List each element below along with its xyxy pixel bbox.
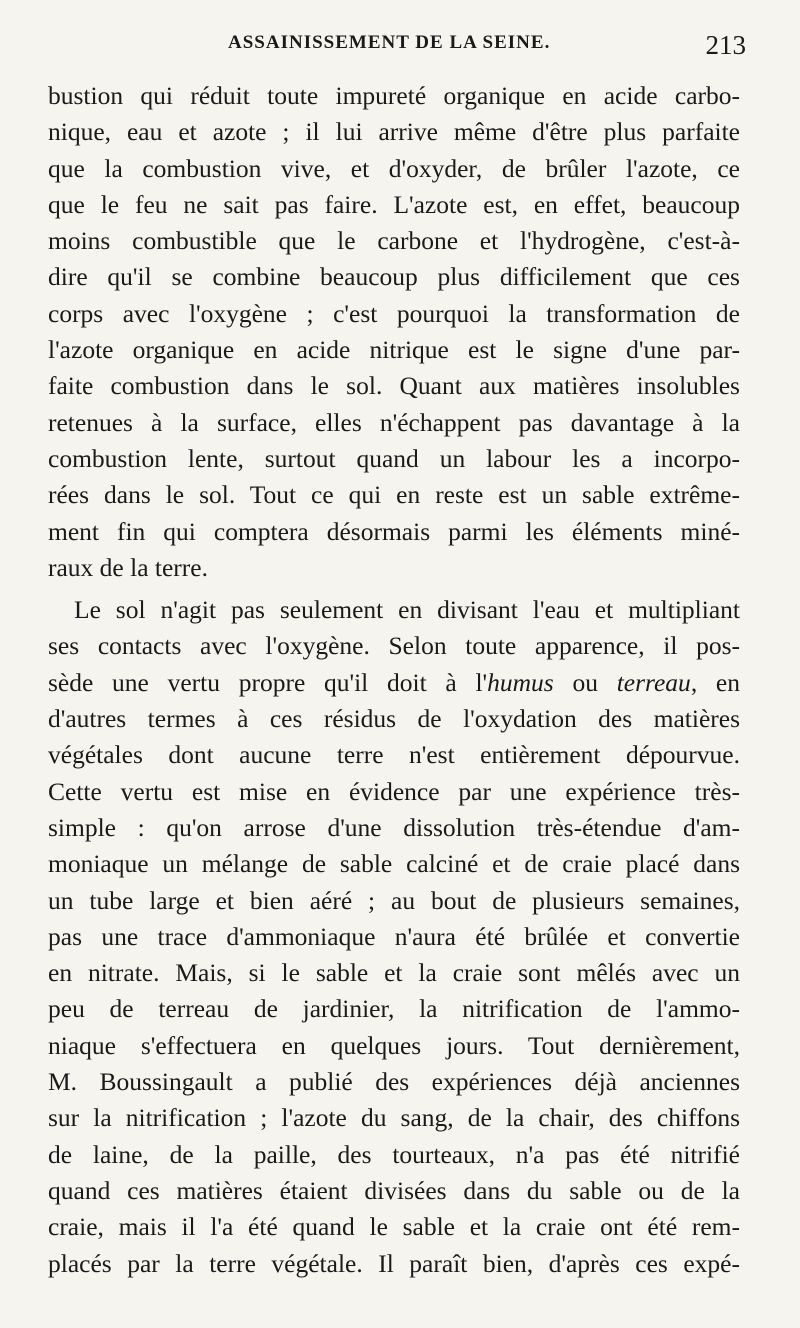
paragraph-2: [48, 592, 740, 1282]
text-line: simple : qu'on arrose d'une dissolution très-étendue d'am-: [48, 812, 740, 842]
text-line: en nitrate. Mais, si le sable et la craie sont mêlés avec un: [48, 958, 740, 988]
text-line: placés par la terre végétale. Il paraît bien, d'après ces expé-: [48, 1248, 740, 1278]
text-span: sède une vertu propre qu'il doit à l': [48, 667, 488, 697]
text-line: faite combustion dans le sol. Quant aux matières insolubles: [48, 371, 740, 401]
text-line: M. Boussingault a publié des expériences déjà anciennes: [48, 1067, 740, 1097]
text-line: Cette vertu est mise en évidence par une expérience très-: [48, 776, 740, 806]
text-line: Le sol n'agit pas seulement en divisant l'eau et multipliant: [74, 595, 740, 625]
text-line: dire qu'il se combine beaucoup plus difficilement que ces: [48, 262, 740, 292]
text-line: l'azote organique en acide nitrique est le signe d'une par-: [48, 335, 740, 365]
text-line: d'autres termes à ces résidus de l'oxydation des matières: [48, 704, 740, 734]
page-header: [48, 30, 752, 70]
running-head: ASSAINISSEMENT DE LA SEINE.: [228, 32, 551, 53]
text-line: niaque s'effectuera en quelques jours. Tout dernièrement,: [48, 1030, 740, 1060]
italic-term-humus: humus: [487, 667, 554, 697]
text-line: bustion qui réduit toute impureté organique en acide carbo-: [48, 81, 740, 110]
text-line: peu de terreau de jardinier, la nitrification de l'ammo-: [48, 994, 740, 1024]
page-body: [48, 78, 740, 1282]
text-line: craie, mais il l'a été quand le sable et la craie ont été rem-: [48, 1212, 740, 1242]
text-line: quand ces matières étaient divisées dans du sable ou de la: [48, 1175, 740, 1205]
text-span: ou: [553, 667, 617, 697]
text-line-with-italics: [48, 665, 740, 701]
paragraph-1: [48, 78, 740, 586]
text-line: ment fin qui comptera désormais parmi les éléments miné-: [48, 516, 740, 546]
text-line: pas une trace d'ammoniaque n'aura été brûlée et convertie: [48, 921, 740, 951]
text-line: combustion lente, surtout quand un labour les a incorpo-: [48, 443, 740, 473]
text-line: végétales dont aucune terre n'est entièrement dépourvue.: [48, 740, 740, 770]
italic-term-terreau: terreau: [616, 667, 691, 697]
text-line: ses contacts avec l'oxygène. Selon toute apparence, il pos-: [48, 631, 740, 661]
text-line: nique, eau et azote ; il lui arrive même d'être plus parfaite: [48, 117, 740, 147]
text-line: raux de la terre.: [48, 552, 208, 582]
text-line: corps avec l'oxygène ; c'est pourquoi la transformation de: [48, 298, 740, 328]
text-line: que la combustion vive, et d'oxyder, de brûler l'azote, ce: [48, 153, 740, 183]
text-line: moniaque un mélange de sable calciné et de craie placé dans: [48, 849, 740, 879]
text-line: moins combustible que le carbone et l'hydrogène, c'est-à-: [48, 226, 740, 256]
text-line: que le feu ne sait pas faire. L'azote est, en effet, beaucoup: [48, 189, 740, 219]
text-line: de laine, de la paille, des tourteaux, n'a pas été nitrifié: [48, 1139, 740, 1169]
text-line: retenues à la surface, elles n'échappent pas davantage à la: [48, 407, 740, 437]
text-span: , en: [690, 667, 740, 697]
text-line: rées dans le sol. Tout ce qui en reste est un sable extrême-: [48, 480, 740, 510]
text-line: un tube large et bien aéré ; au bout de plusieurs semaines,: [48, 885, 740, 915]
page-number: 213: [705, 30, 746, 60]
text-line: sur la nitrification ; l'azote du sang, de la chair, des chiffons: [48, 1103, 740, 1133]
